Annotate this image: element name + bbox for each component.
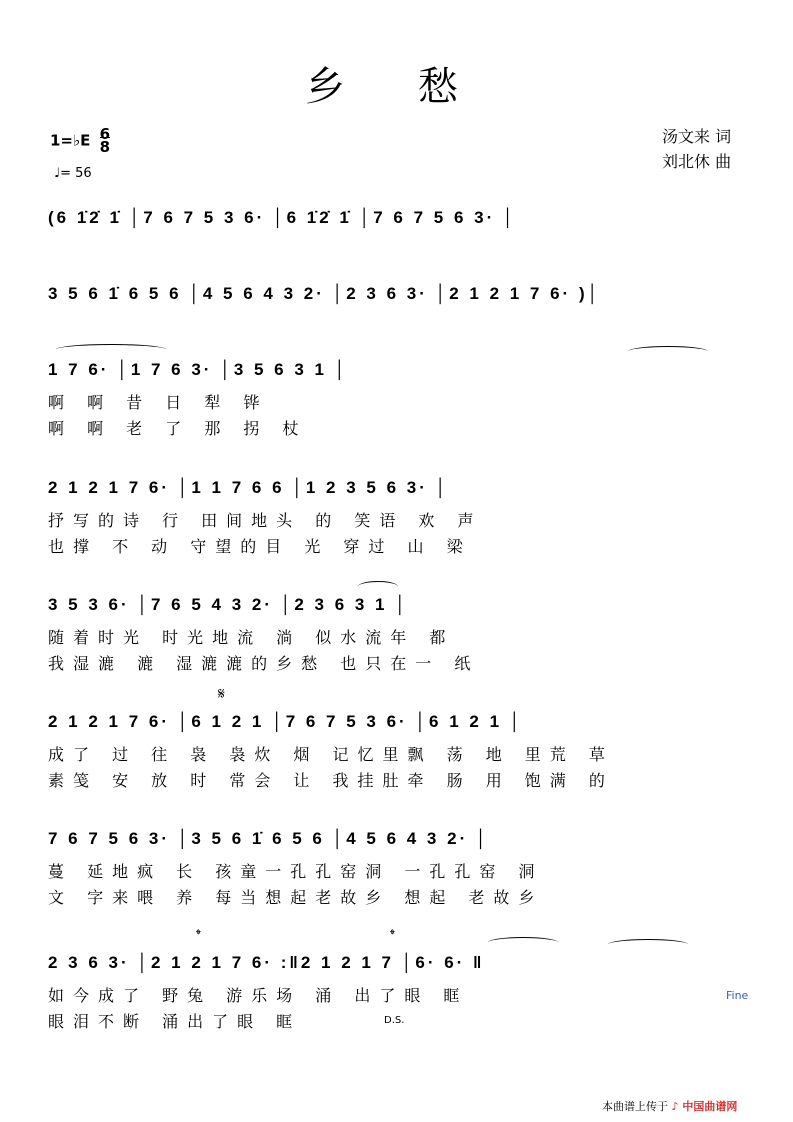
ds-mark: D.S. bbox=[384, 1015, 405, 1026]
lyricist: 汤文来 词 bbox=[662, 127, 732, 146]
footer bbox=[602, 1098, 737, 1114]
coda-icon: 𝄌 bbox=[390, 927, 395, 943]
score-row-8 bbox=[48, 927, 753, 1103]
segno-icon: 𝄋 bbox=[218, 684, 225, 703]
upload-text: 本曲谱上传于 bbox=[602, 1100, 668, 1113]
time-signature bbox=[99, 125, 110, 156]
notation: (6 1̇2̇ 1̇ │7 6 7 5 3 6· │6 1̇2̇ 1̇ │7 6 7 5 6 3· │ bbox=[48, 208, 517, 227]
key-label: 1=♭E bbox=[50, 131, 91, 150]
time-top: 6 bbox=[99, 125, 110, 143]
lyrics-verse-2: 也撑 不 动 守望的目 光 穿过 山 梁 bbox=[48, 537, 472, 556]
time-bottom: 8 bbox=[99, 138, 110, 156]
slur bbox=[488, 937, 558, 948]
lyrics-verse-2: 我湿漉 漉 湿漉漉的乡愁 也只在一 纸 bbox=[48, 654, 480, 673]
composer: 刘北休 曲 bbox=[662, 152, 732, 171]
notation: 3 5 3 6· │7 6 5 4 3 2· │2 3 6 3 1 │ bbox=[48, 595, 409, 614]
notation: 1 7 6· │1 7 6 3· │3 5 6 3 1 │ bbox=[48, 360, 349, 379]
lyrics-verse-1: 蔓 延地疯 长 孩童一孔孔窑洞 一孔孔窑 洞 bbox=[48, 862, 544, 881]
lyrics-verse-1: 成了 过 往 袅 袅炊 烟 记忆里飘 荡 地 里荒 草 bbox=[48, 745, 614, 764]
lyrics-verse-2: 啊 啊 老 了 那 拐 杖 bbox=[48, 419, 308, 438]
lyrics-verse-2: 眼泪不断 涌出了眼 眶 bbox=[48, 1012, 302, 1031]
notation: 2 1 2 1 7 6· │6 1 2 1 │7 6 7 5 3 6· │6 1 2 1 │ bbox=[48, 712, 524, 731]
notation: 7 6 7 5 6 3· │3 5 6 1̇ 6 5 6 │4 5 6 4 3 2· │ bbox=[48, 829, 490, 848]
site-name: 中国曲谱网 bbox=[682, 1100, 738, 1113]
notation: 2 1 2 1 7 6· │1 1 7 6 6 │1 2 3 5 6 3· │ bbox=[48, 478, 450, 497]
slur bbox=[358, 581, 398, 592]
lyrics-verse-1: 抒写的诗 行 田间地头 的 笑语 欢 声 bbox=[48, 511, 483, 530]
site-logo[interactable] bbox=[672, 1100, 738, 1113]
notation: 3 5 6 1̇ 6 5 6 │4 5 6 4 3 2· │2 3 6 3· │2 1 2 1 7 6· )│ bbox=[48, 284, 602, 303]
lyrics-verse-1: 随着时光 时光地流 淌 似水流年 都 bbox=[48, 628, 455, 647]
notation: 2 3 6 3· │2 1 2 1 7 6· :‖2 1 2 1 7 │6· 6· ‖ bbox=[48, 953, 485, 972]
coda-icon: 𝄌 bbox=[196, 927, 201, 943]
lyrics-verse-2: 素笺 安 放 时 常会 让 我挂肚牵 肠 用 饱满 的 bbox=[48, 771, 614, 790]
tempo: ♩= 56 bbox=[54, 166, 92, 181]
slur bbox=[628, 346, 708, 357]
lyrics-verse-1: 如今成了 野兔 游乐场 涌 出了眼 眶 bbox=[48, 986, 469, 1005]
fine-mark: Fine bbox=[726, 989, 749, 1002]
slur bbox=[608, 939, 688, 950]
lyrics-verse-1: 啊 啊 昔 日 犁 铧 bbox=[48, 393, 269, 412]
page-title: 乡 愁 bbox=[305, 64, 488, 110]
key-signature bbox=[50, 125, 110, 156]
slur bbox=[56, 344, 166, 355]
logo-icon: ♪ bbox=[671, 1100, 679, 1113]
lyrics-verse-2: 文 字来喂 养 每当想起老故乡 想起 老故乡 bbox=[48, 888, 544, 907]
